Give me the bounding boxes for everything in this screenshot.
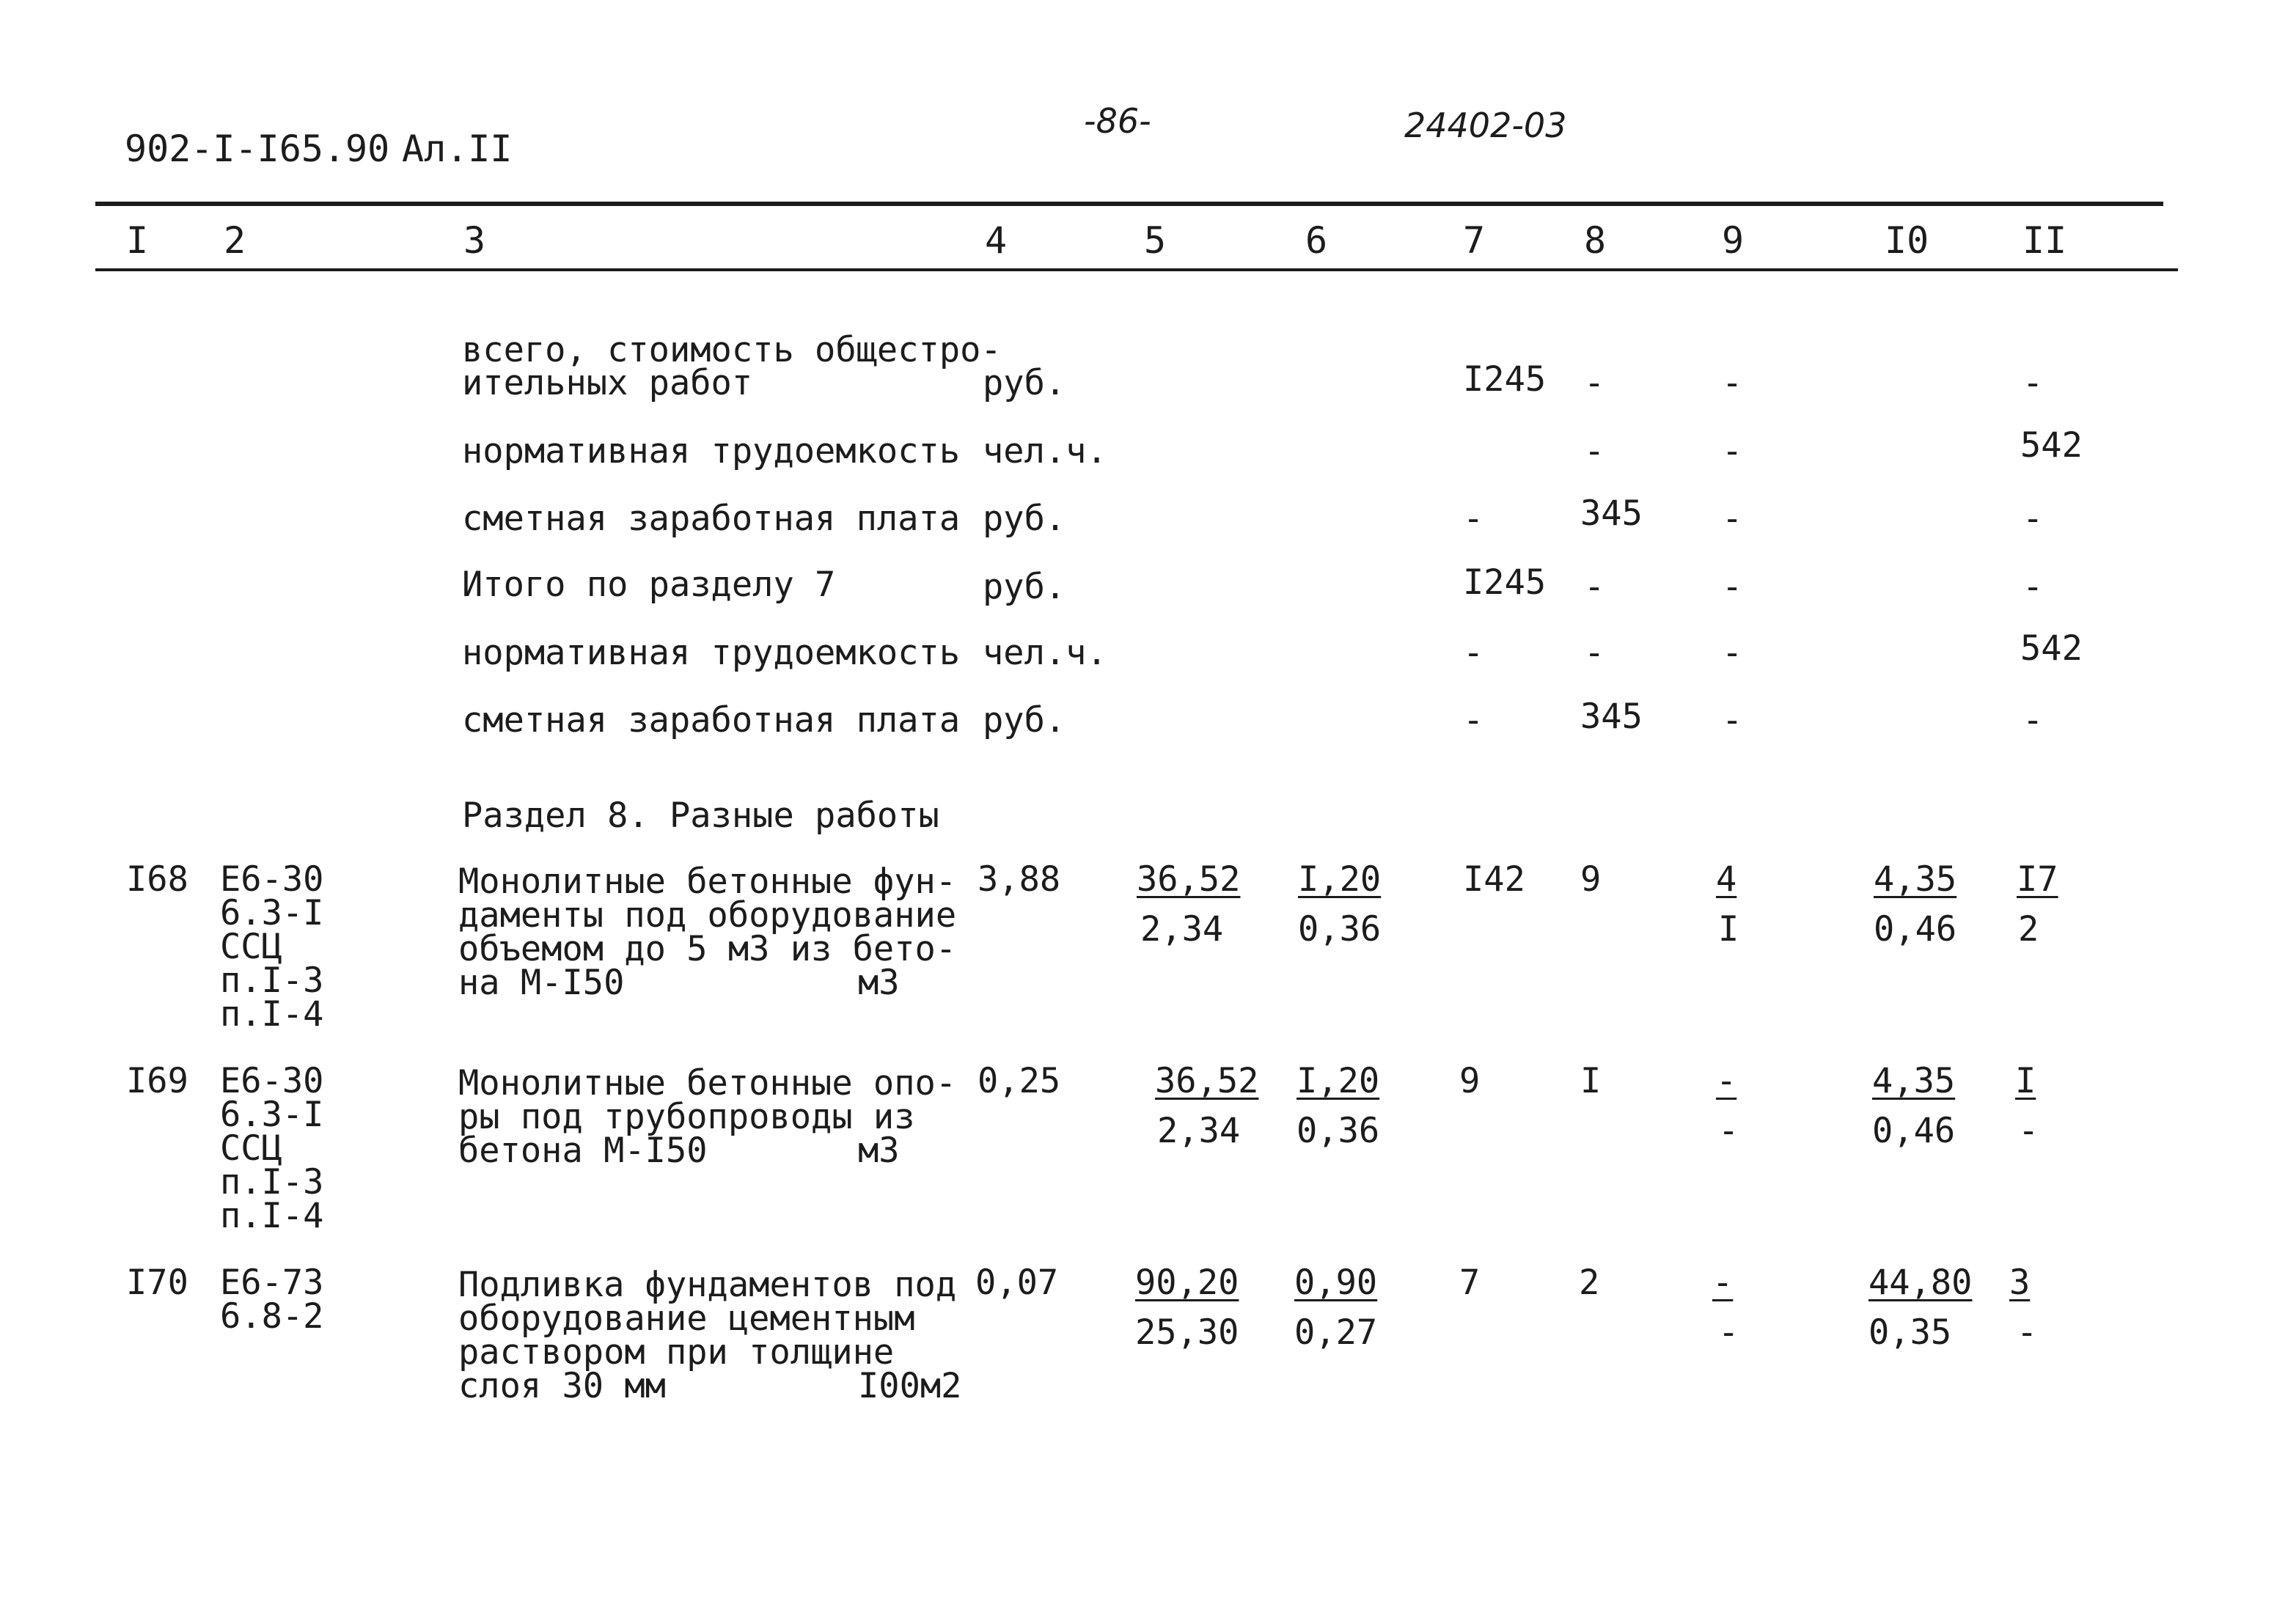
document-code: 902-I-I65.90	[125, 128, 390, 170]
cell-col11: -	[2022, 499, 2044, 539]
cell-col9-top: -	[1716, 1061, 1737, 1101]
cell-col9: -	[1722, 700, 1743, 741]
cell-col8: 345	[1580, 493, 1643, 534]
summary-label: нормативная трудоемкость	[462, 431, 961, 471]
column-number: 4	[985, 219, 1008, 262]
row-number: I69	[126, 1061, 188, 1101]
row-number: I68	[126, 859, 188, 900]
machine-wages: 0,27	[1294, 1312, 1378, 1353]
page-number: -86-	[1084, 101, 1151, 141]
work-description: Подливка фундаментов под оборудование цементным раствором при толщине слоя 30 мм	[458, 1265, 957, 1406]
cell-col11: -	[2022, 700, 2044, 741]
cell-col7: 7	[1459, 1263, 1481, 1303]
machine-cost: 0,90	[1294, 1263, 1378, 1303]
machine-wages: 0,36	[1298, 909, 1382, 949]
table-top-rule	[95, 202, 2163, 206]
cell-col9: -	[1722, 499, 1743, 539]
work-description: Монолитные бетонные фун- даменты под оборудование объемом до 5 м3 из бето- на М-I50	[458, 861, 957, 1003]
cell-col7: I245	[1463, 562, 1547, 603]
cell-col11-bottom: 2	[2018, 909, 2039, 949]
unit-cost-wages: 2,34	[1140, 909, 1224, 949]
cell-col8: -	[1584, 567, 1605, 607]
handwritten-code: 24402-03	[1404, 106, 1567, 145]
unit-cell: руб.	[983, 567, 1066, 607]
cell-col11: 542	[2020, 628, 2083, 669]
cell-col8: -	[1584, 431, 1605, 471]
unit-cell: руб.	[983, 363, 1066, 403]
column-number: 8	[1584, 219, 1607, 262]
summary-label: Итого по разделу 7	[462, 565, 836, 605]
column-number: 3	[463, 219, 486, 262]
cell-col7: -	[1463, 700, 1484, 741]
table-header-rule	[95, 268, 2178, 271]
cell-col11-bottom: -	[2017, 1312, 2038, 1353]
cell-col9: -	[1722, 633, 1743, 673]
unit-cell: м3	[858, 963, 900, 1003]
cell-col7: I42	[1463, 859, 1525, 900]
cell-col8: 2	[1579, 1263, 1600, 1303]
cell-col7: -	[1463, 633, 1484, 673]
unit-cost-total: 36,52	[1137, 859, 1241, 900]
machine-wages: 0,36	[1296, 1111, 1380, 1151]
cell-col7: 9	[1459, 1061, 1481, 1101]
cell-col11: -	[2022, 567, 2044, 607]
cell-col9: -	[1722, 363, 1743, 403]
unit-cell: чел.ч.	[983, 431, 1107, 471]
column-number: II	[2022, 219, 2067, 262]
cell-col8: -	[1584, 633, 1605, 673]
cell-col10-bottom: 0,46	[1874, 909, 1957, 949]
summary-label: ительных работ	[462, 363, 753, 403]
row-number: I70	[126, 1263, 188, 1303]
cell-col9: -	[1722, 567, 1743, 607]
column-number: 2	[224, 219, 246, 262]
norm-code: Е6-73 6.8-2	[220, 1263, 324, 1337]
summary-label: нормативная трудоемкость	[462, 633, 961, 673]
unit-cell: м3	[858, 1131, 900, 1171]
column-number: 6	[1305, 219, 1328, 262]
unit-cell: руб.	[983, 499, 1066, 539]
cell-col10-bottom: 0,46	[1872, 1111, 1956, 1151]
summary-label: сметная заработная плата	[462, 700, 961, 741]
column-number: I0	[1885, 219, 1929, 262]
cell-col11-top: 3	[2009, 1263, 2031, 1303]
quantity-cell: 3,88	[978, 859, 1061, 900]
work-description: Монолитные бетонные опо- ры под трубопроводы из бетона М-I50	[458, 1063, 957, 1171]
unit-cost-total: 90,20	[1135, 1263, 1239, 1303]
machine-cost: I,20	[1296, 1061, 1380, 1101]
norm-code: Е6-30 6.3-I ССЦ п.I-3 п.I-4	[220, 1061, 324, 1236]
cell-col8: 345	[1580, 697, 1643, 737]
column-number: 5	[1144, 219, 1167, 262]
machine-cost: I,20	[1298, 859, 1382, 900]
cell-col11: -	[2022, 363, 2044, 403]
cell-col10-top: 4,35	[1874, 859, 1957, 900]
quantity-cell: 0,25	[978, 1061, 1061, 1101]
unit-cell: руб.	[983, 700, 1066, 741]
norm-code: Е6-30 6.3-I ССЦ п.I-3 п.I-4	[220, 859, 324, 1035]
cell-col10-top: 44,80	[1868, 1263, 1973, 1303]
cell-col10-bottom: 0,35	[1868, 1312, 1952, 1353]
cell-col9-bottom: -	[1718, 1111, 1739, 1151]
cell-col9: -	[1722, 431, 1743, 471]
quantity-cell: 0,07	[975, 1263, 1059, 1303]
cell-col8: 9	[1580, 859, 1602, 900]
cell-col11-top: I	[2015, 1061, 2036, 1101]
column-number: 9	[1722, 219, 1745, 262]
cell-col7: I245	[1463, 359, 1547, 400]
section-title: Раздел 8. Разные работы	[462, 796, 939, 836]
cell-col9-top: -	[1712, 1263, 1734, 1303]
column-number: 7	[1463, 219, 1486, 262]
unit-cost-wages: 2,34	[1157, 1111, 1241, 1151]
album-number: Ал.II	[402, 128, 513, 170]
unit-cost-total: 36,52	[1155, 1061, 1259, 1101]
cell-col9-bottom: -	[1718, 1312, 1739, 1353]
column-number: I	[126, 219, 149, 262]
summary-label: всего, стоимость общестро-	[462, 330, 1002, 370]
cell-col11-bottom: -	[2018, 1111, 2039, 1151]
summary-label: сметная заработная плата	[462, 499, 961, 539]
cell-col11-top: I7	[2017, 859, 2058, 900]
cell-col10-top: 4,35	[1872, 1061, 1956, 1101]
unit-cell: I00м2	[858, 1366, 962, 1406]
cell-col11: 542	[2020, 425, 2083, 466]
cell-col8: I	[1580, 1061, 1602, 1101]
cell-col9-top: 4	[1716, 859, 1737, 900]
cell-col8: -	[1584, 363, 1605, 403]
unit-cost-wages: 25,30	[1135, 1312, 1239, 1353]
unit-cell: чел.ч.	[983, 633, 1107, 673]
cell-col9-bottom: I	[1718, 909, 1739, 949]
cell-col7: -	[1463, 499, 1484, 539]
